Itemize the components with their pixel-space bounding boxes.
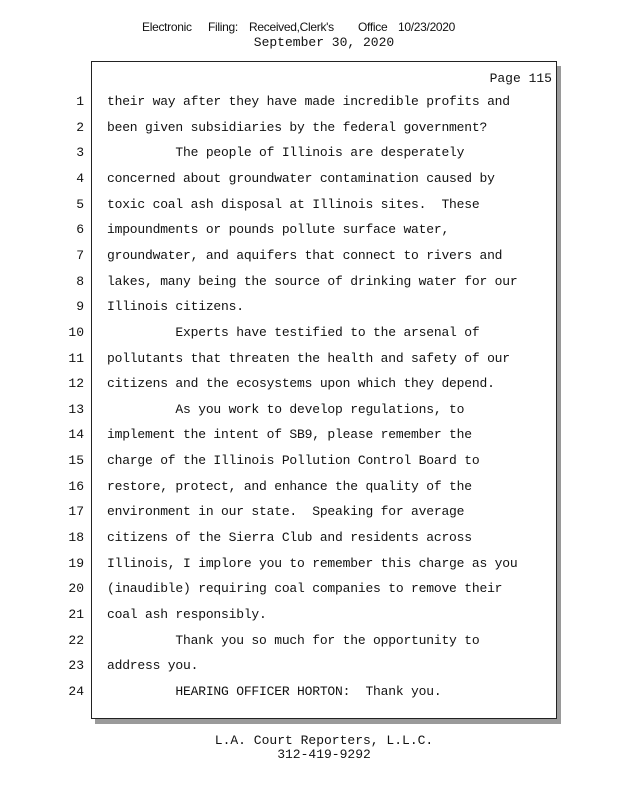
transcript-line bbox=[0, 350, 618, 368]
line-text: restore, protect, and enhance the quality of the bbox=[107, 478, 472, 494]
line-number: 14 bbox=[68, 427, 84, 443]
transcript-line bbox=[0, 221, 618, 239]
line-text: lakes, many being the source of drinking water for our bbox=[107, 273, 518, 289]
transcript-line bbox=[0, 478, 618, 496]
line-number: 8 bbox=[76, 273, 84, 289]
transcript-line bbox=[0, 273, 618, 291]
line-number: 4 bbox=[76, 170, 84, 186]
line-number: 3 bbox=[76, 145, 84, 161]
line-text: (inaudible) requiring coal companies to remove their bbox=[107, 581, 503, 597]
transcript-line bbox=[0, 529, 618, 547]
line-text: citizens and the ecosystems upon which they depend. bbox=[107, 376, 495, 392]
transcript-line bbox=[0, 298, 618, 316]
line-number: 11 bbox=[68, 350, 84, 366]
line-text: implement the intent of SB9, please remember the bbox=[107, 427, 472, 443]
line-number: 21 bbox=[68, 607, 84, 622]
line-number: 1 bbox=[76, 94, 84, 109]
hearing-date: September 30, 2020 bbox=[253, 35, 395, 50]
line-text: charge of the Illinois Pollution Control Board to bbox=[107, 453, 480, 469]
filing-label: Filing: bbox=[208, 20, 238, 34]
transcript-line bbox=[0, 93, 618, 111]
filing-received: Received,Clerk's bbox=[249, 20, 334, 34]
transcript-line bbox=[0, 555, 618, 573]
footer-company: L.A. Court Reporters, L.L.C. bbox=[214, 733, 434, 748]
footer-phone: 312-419-9292 bbox=[277, 747, 371, 762]
filing-electronic: Electronic bbox=[142, 20, 192, 34]
line-number: 18 bbox=[68, 530, 84, 546]
transcript-line bbox=[0, 324, 618, 342]
transcript-line bbox=[0, 606, 618, 624]
line-text: toxic coal ash disposal at Illinois sites. These bbox=[107, 196, 480, 212]
line-number: 10 bbox=[68, 324, 84, 340]
line-text: Illinois, I implore you to remember this charge as you bbox=[107, 555, 518, 571]
transcript-line bbox=[0, 144, 618, 162]
transcript-line bbox=[0, 503, 618, 521]
transcript-line bbox=[0, 657, 618, 675]
line-text: As you work to develop regulations, to bbox=[107, 401, 465, 417]
line-number: 2 bbox=[76, 119, 84, 135]
line-number: 7 bbox=[76, 247, 84, 263]
line-number: 22 bbox=[68, 632, 84, 648]
transcript-line bbox=[0, 452, 618, 470]
line-text: concerned about groundwater contamination caused by bbox=[107, 170, 495, 186]
line-number: 12 bbox=[68, 376, 84, 392]
line-text: The people of Illinois are desperately bbox=[107, 145, 465, 161]
line-text: HEARING OFFICER HORTON: Thank you. bbox=[107, 683, 442, 699]
transcript-line bbox=[0, 401, 618, 419]
page-number: Page 115 bbox=[489, 71, 552, 86]
transcript-line bbox=[0, 683, 618, 701]
line-text: impoundments or pounds pollute surface water, bbox=[107, 222, 450, 238]
line-text: Illinois citizens. bbox=[107, 299, 244, 315]
line-number: 20 bbox=[68, 581, 84, 597]
transcript-line bbox=[0, 632, 618, 650]
transcript-line bbox=[0, 426, 618, 444]
line-number: 19 bbox=[68, 555, 84, 571]
line-text: their way after they have made incredible profits and bbox=[107, 94, 510, 109]
line-number: 23 bbox=[68, 658, 84, 674]
line-number: 24 bbox=[68, 683, 84, 699]
line-text: groundwater, and aquifers that connect to rivers and bbox=[107, 247, 503, 263]
line-number: 16 bbox=[68, 478, 84, 494]
transcript-line bbox=[0, 196, 618, 214]
line-text: pollutants that threaten the health and safety of our bbox=[107, 350, 510, 366]
line-number: 6 bbox=[76, 222, 84, 238]
line-number: 13 bbox=[68, 401, 84, 417]
transcript-line bbox=[0, 580, 618, 598]
line-text: coal ash responsibly. bbox=[107, 607, 267, 622]
line-text: been given subsidiaries by the federal government? bbox=[107, 119, 488, 135]
transcript-line bbox=[0, 119, 618, 137]
line-text: citizens of the Sierra Club and residents across bbox=[107, 530, 472, 546]
line-number: 15 bbox=[68, 453, 84, 469]
filing-office: Office bbox=[358, 20, 388, 34]
transcript-line bbox=[0, 170, 618, 188]
line-text: Thank you so much for the opportunity to bbox=[107, 632, 480, 648]
transcript-line bbox=[0, 247, 618, 265]
line-text: address you. bbox=[107, 658, 199, 674]
filing-date: 10/23/2020 bbox=[398, 20, 456, 34]
line-number: 17 bbox=[68, 504, 84, 520]
line-text: environment in our state. Speaking for average bbox=[107, 504, 465, 520]
line-number: 5 bbox=[76, 196, 84, 212]
line-number: 9 bbox=[76, 299, 84, 315]
line-text: Experts have testified to the arsenal of bbox=[107, 324, 480, 340]
transcript-line bbox=[0, 375, 618, 393]
